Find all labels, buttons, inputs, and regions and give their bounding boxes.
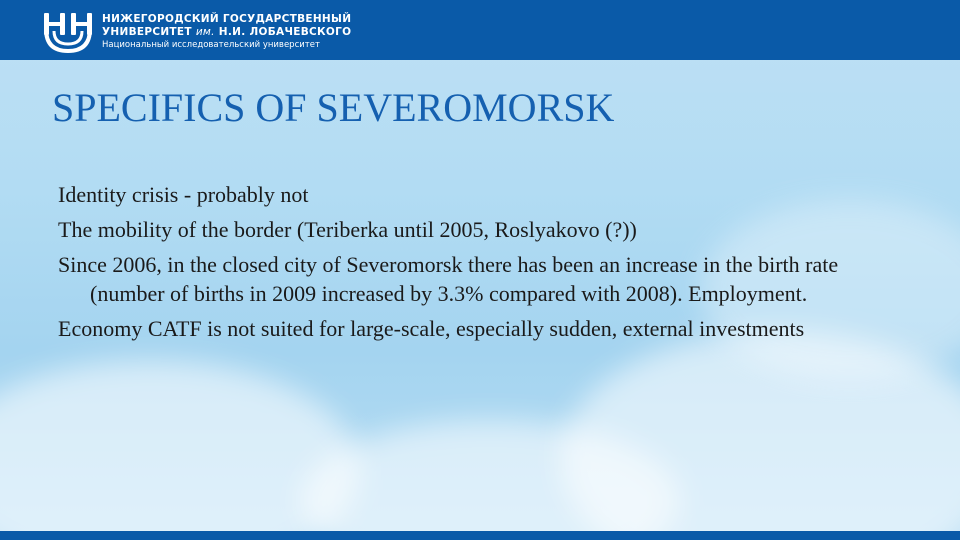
university-name-line2: УНИВЕРСИТЕТ им. Н.И. ЛОБАЧЕВСКОГО [102,26,352,38]
university-name [102,13,351,51]
slide-body [58,180,918,349]
body-paragraph: Since 2006, in the closed city of Severomorsk there has been an increase in the birth rate (number of births in 2009 increased by 3.3% compared with 2008). Employment. [58,252,839,306]
body-paragraph: Identity crisis - probably not [58,182,309,207]
body-paragraph: The mobility of the border (Teriberka until 2005, Roslyakovo (?)) [58,217,637,242]
body-paragraph: Economy CATF is not suited for large-scale, especially sudden, external investments [58,316,805,341]
university-subtitle: Национальный исследовательский университет [102,40,320,50]
slide-title: SPECIFICS OF SEVEROMORSK [52,85,615,130]
header-bar [0,0,960,60]
university-name-line1: НИЖЕГОРОДСКИЙ ГОСУДАРСТВЕННЫЙ [102,13,352,25]
unn-logo-icon [42,9,94,53]
footer-bar [0,531,960,540]
